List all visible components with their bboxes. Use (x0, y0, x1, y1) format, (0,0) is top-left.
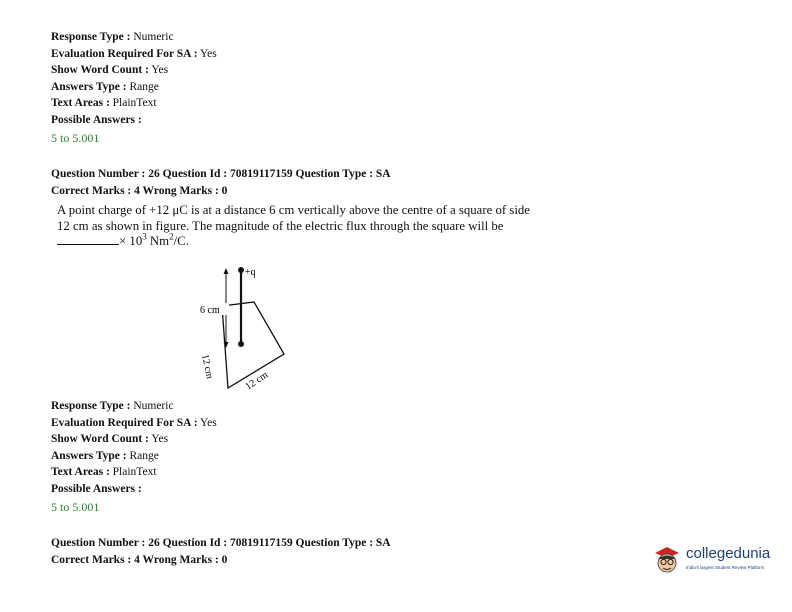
meta-row-response-type: Response Type : Numeric (51, 31, 174, 43)
side-label-right: 12 cm (243, 369, 271, 393)
charge-point (238, 267, 244, 273)
meta-row-word-count: Show Word Count : Yes (51, 64, 169, 76)
meta-row-text-areas: Text Areas : PlainText (51, 97, 157, 109)
square-centre-point (238, 341, 244, 347)
question-marks-line: Correct Marks : 4 Wrong Marks : 0 (51, 185, 228, 197)
meta-row-evaluation: Evaluation Required For SA : Yes (51, 47, 217, 60)
question-header (51, 166, 391, 200)
meta-row-possible-answers: Possible Answers : (51, 113, 142, 126)
meta-row-text-areas: Text Areas : PlainText (51, 466, 157, 478)
question-line-1: A point charge of +12 μC is at a distance 6 cm vertically above the centre of a square of side (57, 203, 530, 217)
question-text (57, 203, 579, 250)
collegedunia-logo (648, 541, 778, 581)
answer-blank (57, 234, 119, 245)
possible-answer-value: 5 to 5.001 (51, 131, 100, 145)
charge-square-figure (180, 258, 310, 398)
mascot-icon (650, 543, 684, 577)
meta-row-answers-type: Answers Type : Range (51, 80, 159, 93)
logo-wordmark: collegedunia (686, 545, 771, 562)
square-outline (222, 302, 284, 388)
question-marks-line: Correct Marks : 4 Wrong Marks : 0 (51, 554, 228, 566)
question-number-line: Question Number : 26 Question Id : 70819117159 Question Type : SA (51, 537, 391, 549)
question-line-3: × $10^3$ Nm$^2$/C. (57, 234, 579, 250)
meta-row-possible-answers: Possible Answers : (51, 482, 142, 495)
arrow-up-icon (224, 268, 229, 274)
meta-row-evaluation: Evaluation Required For SA : Yes (51, 416, 217, 429)
height-label: 6 cm (200, 305, 220, 316)
possible-answer-value: 5 to 5.001 (51, 500, 100, 514)
response-meta-block-2 (51, 398, 217, 516)
charge-label: +q (245, 267, 256, 278)
question-number-line: Question Number : 26 Question Id : 70819117159 Question Type : SA (51, 168, 391, 180)
logo-tagline: India's largest Student Review Platform (686, 565, 765, 570)
meta-row-answers-type: Answers Type : Range (51, 449, 159, 462)
question-header-2 (51, 535, 391, 569)
question-line-2: 12 cm as shown in figure. The magnitude of the electric flux through the square will be (57, 218, 504, 233)
side-label-left: 12 cm (199, 353, 215, 380)
meta-row-word-count: Show Word Count : Yes (51, 433, 169, 445)
meta-row-response-type: Response Type : Numeric (51, 400, 174, 412)
response-meta-block-1 (51, 29, 217, 147)
